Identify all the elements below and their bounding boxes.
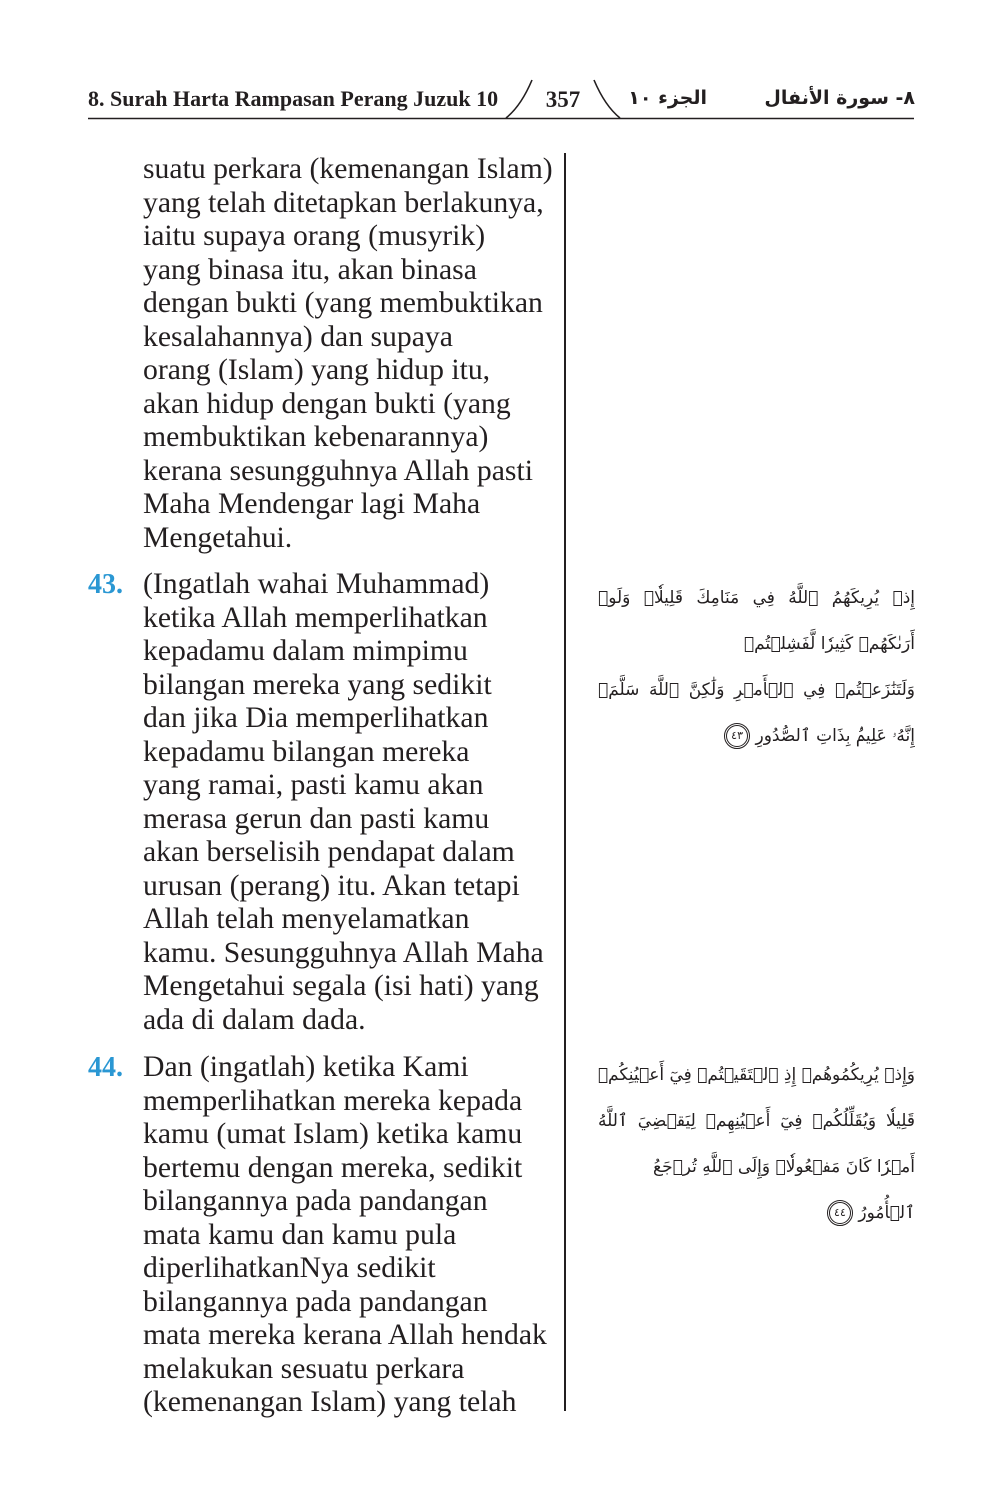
verse-43-translation bbox=[143, 568, 561, 1037]
translation-line: bilangan mereka yang sedikit bbox=[143, 668, 492, 701]
verse-end-marker: ٤٤ bbox=[827, 1200, 853, 1226]
arabic-line bbox=[598, 713, 915, 759]
translation-line: ada di dalam dada. bbox=[143, 1003, 366, 1036]
continued-translation bbox=[143, 153, 561, 555]
page-number: 357 bbox=[545, 87, 581, 112]
translation-line: memperlihatkan mereka kepada bbox=[143, 1084, 523, 1117]
arabic-line: قَلِيلٗا وَيُقَلِّلُكُمۡ فِيٓ أَعۡيُنِهِمۡ لِيَقۡضِيَ ٱللَّهُ bbox=[598, 1111, 915, 1131]
translation-line: akan hidup dengan bukti (yang bbox=[143, 387, 511, 420]
translation-line: suatu perkara (kemenangan Islam) bbox=[143, 153, 553, 185]
page-tab-left-edge bbox=[506, 80, 532, 118]
arabic-line bbox=[598, 1190, 915, 1236]
translation-line: Mengetahui. bbox=[143, 521, 293, 554]
column-divider bbox=[564, 153, 566, 1411]
verse-number: 44. bbox=[88, 1052, 123, 1083]
translation-line: akan berselisih pendapat dalam bbox=[143, 836, 515, 868]
translation-line: urusan (perang) itu. Akan tetapi bbox=[143, 869, 520, 902]
verse-43-arabic bbox=[598, 575, 915, 759]
translation-line: kepadamu bilangan mereka bbox=[143, 735, 470, 768]
translation-line: bilangannya pada pandangan bbox=[143, 1185, 488, 1217]
verse-44-arabic bbox=[598, 1052, 915, 1236]
translation-line: kesalahannya) dan supaya bbox=[143, 320, 453, 353]
translation-line: dengan bukti (yang membuktikan bbox=[143, 287, 543, 319]
arabic-line: إِذۡ يُرِيكَهُمُ ٱللَّهُ فِي مَنَامِكَ قَلِيلٗاۖ وَلَوۡ bbox=[598, 588, 915, 608]
translation-line: Allah telah menyelamatkan bbox=[143, 903, 470, 935]
juz-label-arabic: الجزء ١٠ bbox=[628, 87, 707, 109]
arabic-line: وَلَتَنَٰزَعۡتُمۡ فِي ٱلۡأَمۡرِ وَلَٰكِنَّ ٱللَّهَ سَلَّمَۚ bbox=[598, 680, 915, 700]
translation-line: orang (Islam) yang hidup itu, bbox=[143, 354, 491, 386]
translation-line: mata mereka kerana Allah hendak bbox=[143, 1319, 547, 1351]
arabic-line-text: إِنَّهُۥ عَلِيمُۢ بِذَاتِ ٱلصُّدُورِ bbox=[755, 726, 915, 746]
running-head-title: 8. Surah Harta Rampasan Perang Juzuk 10 bbox=[88, 86, 499, 111]
translation-line: bertemu dengan mereka, sedikit bbox=[143, 1151, 523, 1184]
translation-line: Dan (ingatlah) ketika Kami bbox=[143, 1051, 469, 1083]
translation-line: yang binasa itu, akan binasa bbox=[143, 253, 477, 286]
translation-line: (kemenangan Islam) yang telah bbox=[143, 1386, 517, 1418]
verse-number: 43. bbox=[88, 569, 123, 600]
translation-line: kamu. Sesungguhnya Allah Maha bbox=[143, 936, 544, 969]
translation-line: (Ingatlah wahai Muhammad) bbox=[143, 568, 490, 600]
translation-line: Maha Mendengar lagi Maha bbox=[143, 488, 481, 520]
translation-line: yang telah ditetapkan berlakunya, bbox=[143, 186, 544, 219]
translation-line: merasa gerun dan pasti kamu bbox=[143, 802, 490, 835]
translation-line: melakukan sesuatu perkara bbox=[143, 1352, 465, 1385]
verse-44-translation bbox=[143, 1051, 561, 1420]
arabic-line-text: ٱلۡأُمُورُ bbox=[858, 1203, 915, 1223]
arabic-line: أَرَىٰكَهُمۡ كَثِيرٗا لَّفَشِلۡتُمۡ bbox=[743, 634, 915, 654]
translation-line: Mengetahui segala (isi hati) yang bbox=[143, 970, 539, 1002]
translation-line: bilangannya pada pandangan bbox=[143, 1285, 488, 1318]
arabic-line: وَإِذۡ يُرِيكُمُوهُمۡ إِذِ ٱلۡتَقَيۡتُمۡ فِيٓ أَعۡيُنِكُمۡ bbox=[598, 1065, 915, 1085]
translation-line: ketika Allah memperlihatkan bbox=[143, 601, 488, 634]
translation-line: kepadamu dalam mimpimu bbox=[143, 635, 468, 667]
translation-line: dan jika Dia memperlihatkan bbox=[143, 702, 489, 734]
translation-line: mata kamu dan kamu pula bbox=[143, 1218, 457, 1251]
translation-line: kamu (umat Islam) ketika kamu bbox=[143, 1118, 523, 1150]
translation-line: iaitu supaya orang (musyrik) bbox=[143, 220, 486, 252]
translation-line: membuktikan kebenarannya) bbox=[143, 421, 489, 453]
verse-end-marker: ٤٣ bbox=[724, 723, 750, 749]
arabic-line: أَمۡرٗا كَانَ مَفۡعُولٗاۗ وَإِلَى ٱللَّهِ تُرۡجَعُ bbox=[653, 1157, 915, 1177]
translation-line: kerana sesungguhnya Allah pasti bbox=[143, 454, 533, 487]
translation-line: diperlihatkanNya sedikit bbox=[143, 1252, 436, 1284]
surah-name-arabic: ٨- سورة الأنفال bbox=[764, 87, 915, 109]
translation-line: yang ramai, pasti kamu akan bbox=[143, 769, 484, 801]
